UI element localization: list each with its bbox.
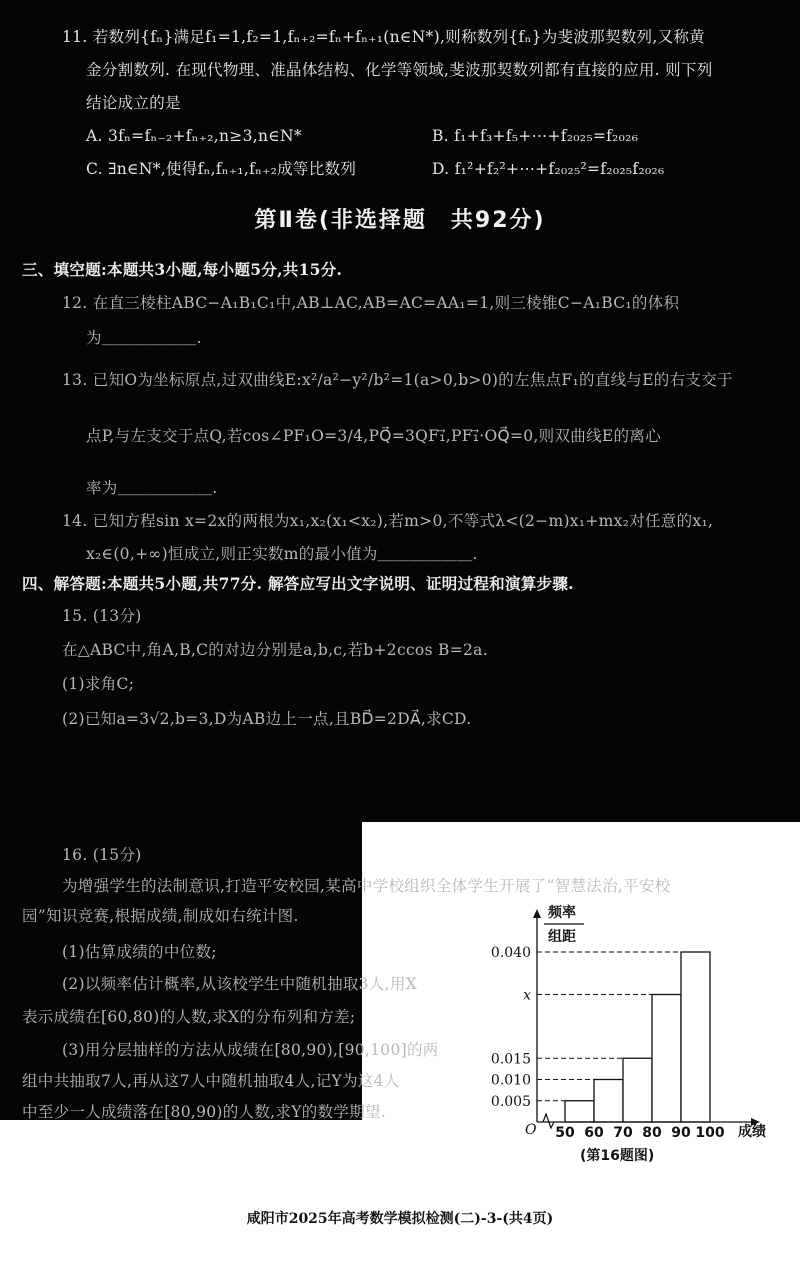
y-axis-label-top: 频率 — [548, 905, 576, 921]
q14-line-2: x₂∈(0,+∞)恒成立,则正实数m的最小值为＿＿＿＿＿＿. — [86, 545, 478, 563]
histogram-bar-90-100 — [681, 952, 710, 1122]
x-tick-label: 70 — [613, 1125, 633, 1141]
q16-part-1: (1)估算成绩的中位数; — [62, 943, 217, 961]
histogram-bar-70-80 — [623, 1058, 652, 1122]
histogram-bar-60-70 — [594, 1080, 623, 1123]
origin-label: O — [525, 1122, 537, 1138]
q11-option-c: C. ∃n∈N*,使得fₙ,fₙ₊₁,fₙ₊₂成等比数列 — [86, 160, 357, 178]
x-tick-label: 100 — [695, 1125, 725, 1141]
q15-stem: 在△ABC中,角A,B,C的对边分别是a,b,c,若b+2ccos B=2a. — [62, 641, 488, 659]
q12-line-2: 为＿＿＿＿＿＿. — [86, 329, 202, 347]
q11-line-2: 金分割数列. 在现代物理、准晶体结构、化学等领域,斐波那契数列都有直接的应用. 则下列 — [86, 61, 713, 79]
q15-part-1: (1)求角C; — [62, 675, 135, 693]
q16-stem-1: 为增强学生的法制意识,打造平安校园,某高中学校组织全体学生开展了“智慧法治,平安校 — [62, 877, 671, 895]
y-tick-label: 0.015 — [490, 1051, 531, 1068]
x-tick-label: 80 — [642, 1125, 662, 1141]
q12-line-1: 12. 在直三棱柱ABC−A₁B₁C₁中,AB⊥AC,AB=AC=AA₁=1,则三棱锥C−A₁BC₁的体积 — [62, 294, 680, 312]
q11-option-d: D. f₁²+f₂²+⋯+f₂₀₂₅²=f₂₀₂₅f₂₀₂₆ — [432, 160, 665, 178]
x-tick-label: 60 — [584, 1125, 604, 1141]
x-tick-label: 90 — [671, 1125, 691, 1141]
y-tick-label: x — [523, 987, 531, 1004]
x-axis-label: 成绩 — [738, 1124, 766, 1140]
y-tick-label: 0.010 — [490, 1072, 531, 1089]
chart-caption: (第16题图) — [580, 1148, 655, 1164]
y-axis-arrow — [533, 909, 541, 918]
histogram-bars — [565, 952, 710, 1122]
q14-line-1: 14. 已知方程sin x=2x的两根为x₁,x₂(x₁<x₂),若m>0,不等式λ<(2−m)x₁+mx₂对任意的x₁, — [62, 512, 714, 530]
q11-line-1: 11. 若数列{fₙ}满足f₁=1,f₂=1,fₙ₊₂=fₙ+fₙ₊₁(n∈N*),则称数列{fₙ}为斐波那契数列,又称黄 — [62, 28, 705, 46]
q16-part-2a: (2)以频率估计概率,从该校学生中随机抽取3人,用X — [62, 975, 418, 993]
q15-head: 15. (13分) — [62, 607, 142, 625]
q16-part-3b: 组中共抽取7人,再从这7人中随机抽取4人,记Y为这4人 — [22, 1072, 400, 1090]
q11-option-b: B. f₁+f₃+f₅+⋯+f₂₀₂₅=f₂₀₂₆ — [432, 127, 639, 145]
part-3-header: 三、填空题:本题共3小题,每小题5分,共15分. — [22, 260, 343, 279]
q16-part-3a: (3)用分层抽样的方法从成绩在[80,90),[90,100]的两 — [62, 1041, 439, 1059]
q16-part-2b: 表示成绩在[60,80)的人数,求X的分布列和方差; — [22, 1008, 356, 1026]
q16-part-3c: 中至少一人成绩落在[80,90)的人数,求Y的数学期望. — [22, 1103, 386, 1121]
histogram-bar-50-60 — [565, 1101, 594, 1122]
q11-option-a: A. 3fₙ=fₙ₋₂+fₙ₊₂,n≥3,n∈N* — [86, 127, 302, 145]
section-2-title: 第Ⅱ卷(非选择题 共92分) — [254, 208, 546, 233]
q16-stem-2: 园”知识竞赛,根据成绩,制成如右统计图. — [22, 907, 299, 925]
y-tick-label: 0.040 — [490, 945, 531, 961]
part-4-header: 四、解答题:本题共5小题,共77分. 解答应写出文字说明、证明过程和演算步骤. — [22, 574, 574, 593]
q15-part-2: (2)已知a=3√2,b=3,D为AB边上一点,且BD⃗=2DA⃗,求CD. — [62, 710, 472, 728]
q13-line-1: 13. 已知O为坐标原点,过双曲线E:x²/a²−y²/b²=1(a>0,b>0)的左焦点F₁的直线与E的右支交于 — [62, 371, 733, 389]
y-axis-label-bottom: 组距 — [548, 929, 576, 945]
q13-line-3: 率为＿＿＿＿＿＿. — [86, 479, 218, 497]
q13-line-2: 点P,与左支交于点Q,若cos∠PF₁O=3/4,PQ⃗=3QF₁⃗,PF₁⃗·OQ⃗=0,则双曲线E的离心 — [86, 427, 661, 445]
y-tick-label: 0.005 — [490, 1093, 531, 1110]
q16-head: 16. (15分) — [62, 846, 142, 864]
x-tick-label: 50 — [555, 1125, 575, 1141]
histogram-bar-80-90 — [652, 995, 681, 1123]
q11-line-3: 结论成立的是 — [86, 94, 181, 112]
axis-break-mark — [543, 1114, 554, 1128]
page-footer: 咸阳市2025年高考数学模拟检测(二)-3-(共4页) — [246, 1211, 554, 1227]
